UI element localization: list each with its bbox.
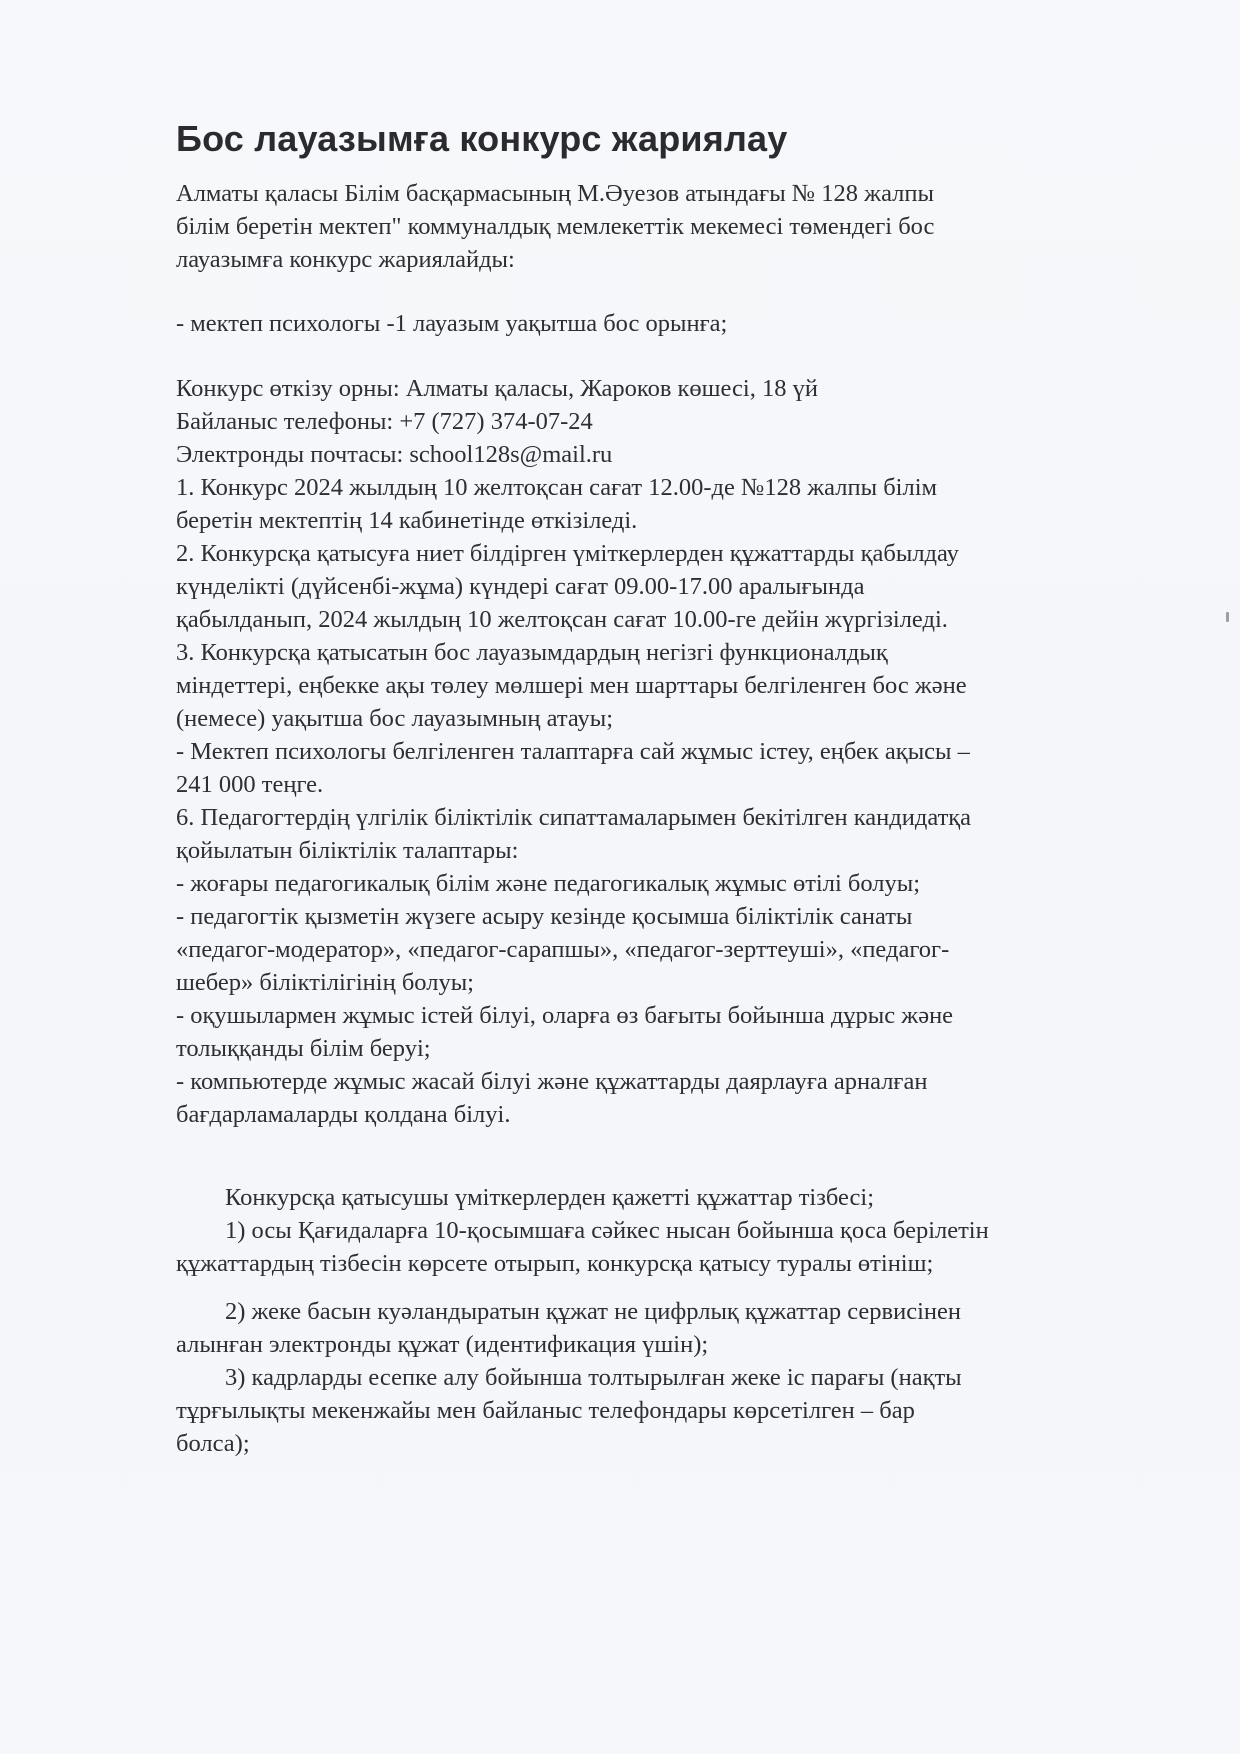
salary-line: 241 000 теңге. (176, 771, 324, 798)
documents-list-line: алынған электронды құжат (идентификация үшін); (176, 1331, 709, 1358)
item-line: 1. Конкурс 2024 жылдың 10 желтоқсан сағат 12.00-де №128 жалпы білім (176, 474, 938, 501)
item-line: күнделікті (дүйсенбі-жұма) күндері сағат 09.00-17.00 аралығында (176, 573, 865, 600)
requirement-line: - оқушылармен жұмыс істей білуі, оларға өз бағыты бойынша дұрыс және (176, 1002, 954, 1029)
position-line: - мектеп психологы -1 лауазым уақытша бос орынға; (176, 310, 728, 337)
requirement-line: толыққанды білім беруі; (176, 1035, 431, 1062)
documents-list-line: 3) кадрларды есепке алу бойынша толтырылған жеке іс парағы (нақты (225, 1364, 962, 1391)
requirement-line: - жоғары педагогикалық білім және педагогикалық жұмыс өтілі болуы; (176, 870, 921, 897)
requirement-line: «педагог-модератор», «педагог-сарапшы», «педагог-зерттеуші», «педагог- (176, 936, 950, 963)
documents-list-line: тұрғылықты мекенжайы мен байланыс телефондары көрсетілген – бар (176, 1397, 915, 1424)
item-line: 3. Конкурсқа қатысатын бос лауазымдардың негізгі функционалдық (176, 639, 888, 666)
item-line: беретін мектептің 14 кабинетінде өткізіледі. (176, 507, 638, 534)
requirement-line: - компьютерде жұмыс жасай білуі және құжаттарды даярлауға арналған (176, 1068, 928, 1095)
item-line: қабылданып, 2024 жылдың 10 желтоқсан сағат 10.00-ге дейін жүргізіледі. (176, 606, 948, 633)
documents-list-line: 1) осы Қағидаларға 10-қосымшаға сәйкес нысан бойынша қоса берілетін (225, 1217, 989, 1244)
item-line: міндеттері, еңбекке ақы төлеу мөлшері мен шарттары белгіленген бос және (176, 672, 967, 699)
item-line: 6. Педагогтердің үлгілік біліктілік сипаттамаларымен бекітілген кандидатқа (176, 804, 972, 831)
email-line: Электронды почтасы: school128s@mail.ru (176, 441, 613, 468)
documents-list-heading: Конкурсқа қатысушы үміткерлерден қажетті құжаттар тізбесі; (225, 1184, 875, 1211)
document-title: Бос лауазымға конкурс жариялау (176, 118, 788, 159)
requirement-line: бағдарламаларды қолдана білуі. (176, 1101, 511, 1128)
scan-speck (1226, 612, 1229, 622)
documents-list-line: 2) жеке басын куәландыратын құжат не цифрлық құжаттар сервисінен (225, 1298, 961, 1325)
phone-line: Байланыс телефоны: +7 (727) 374-07-24 (176, 408, 593, 435)
item-line: - Мектеп психологы белгіленген талаптарға сай жұмыс істеу, еңбек ақысы – (176, 738, 970, 765)
intro-line-1: Алматы қаласы Білім басқармасының М.Әуезов атындағы № 128 жалпы (176, 180, 934, 207)
requirement-line: шебер» біліктілігінің болуы; (176, 969, 474, 996)
item-line: (немесе) уақытша бос лауазымның атауы; (176, 705, 614, 732)
documents-list-line: құжаттардың тізбесін көрсете отырып, конкурсқа қатысу туралы өтініш; (176, 1250, 934, 1277)
requirement-line: - педагогтік қызметін жүзеге асыру кезінде қосымша біліктілік санаты (176, 903, 913, 930)
item-line: қойылатын біліктілік талаптары: (176, 837, 519, 864)
intro-line-2: білім беретін мектеп" коммуналдық мемлекеттік мекемесі төмендегі бос (176, 213, 935, 240)
venue-line: Конкурс өткізу орны: Алматы қаласы, Жароков көшесі, 18 үй (176, 375, 818, 402)
documents-list-line: болса); (176, 1430, 250, 1457)
item-line: 2. Конкурсқа қатысуға ниет білдірген үміткерлерден құжаттарды қабылдау (176, 540, 959, 567)
intro-line-3: лауазымға конкурс жариялайды: (176, 246, 515, 273)
